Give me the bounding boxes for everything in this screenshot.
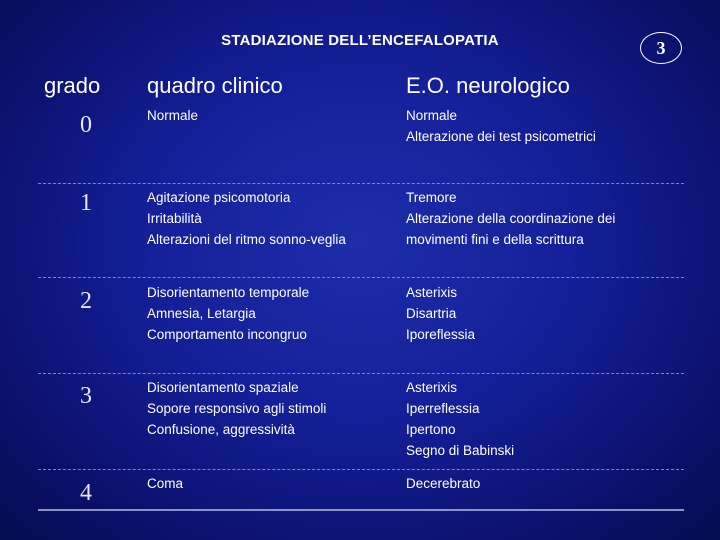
neuro-line: Decerebrato [406, 476, 481, 491]
clinical-line: Agitazione psicomotoria [147, 190, 291, 205]
neuro-cell-1 [406, 187, 676, 250]
clinical-cell-3 [147, 377, 397, 440]
neuro-cell-2 [406, 282, 676, 345]
clinical-line: Comportamento incongruo [147, 327, 307, 342]
neuro-line: Tremore [406, 190, 457, 205]
neuro-line: Iporeflessia [406, 327, 476, 342]
table-bottom-rule [38, 509, 684, 511]
neuro-line: Disartria [406, 306, 457, 321]
clinical-line: Coma [147, 476, 184, 491]
neuro-cell-0 [406, 105, 676, 147]
neuro-line: Iperreflessia [406, 401, 480, 416]
row-divider [38, 277, 684, 278]
clinical-line: Alterazioni del ritmo sonno-veglia [147, 232, 346, 247]
clinical-cell-0 [147, 105, 397, 126]
neuro-line: Ipertono [406, 422, 456, 437]
neuro-line: Alterazione dei test psicometrici [406, 129, 596, 144]
neuro-line: Normale [406, 108, 458, 123]
clinical-line: Disorientamento spaziale [147, 380, 299, 395]
row-divider [38, 373, 684, 374]
clinical-cell-4 [147, 473, 397, 494]
header-quadro-clinico: quadro clinico [147, 73, 283, 98]
header-eo-neurologico: E.O. neurologico [406, 73, 570, 98]
neuro-line: movimenti fini e della scrittura [406, 232, 584, 247]
grade-3: 3 [80, 383, 92, 409]
clinical-line: Disorientamento temporale [147, 285, 310, 300]
row-divider [38, 469, 684, 470]
neuro-cell-4 [406, 473, 676, 494]
clinical-line: Amnesia, Letargia [147, 306, 256, 321]
header-grado: grado [44, 73, 101, 98]
grade-2: 2 [80, 288, 92, 314]
slide-title: STADIAZIONE DELL’ENCEFALOPATIA [221, 32, 499, 49]
clinical-line: Confusione, aggressività [147, 422, 295, 437]
clinical-line: Normale [147, 108, 199, 123]
grade-0: 0 [80, 112, 92, 138]
neuro-line: Asterixis [406, 380, 458, 395]
grade-4: 4 [80, 480, 92, 506]
clinical-cell-2 [147, 282, 397, 345]
row-divider [38, 183, 684, 184]
clinical-cell-1 [147, 187, 397, 250]
grade-1: 1 [80, 190, 92, 216]
neuro-cell-3 [406, 377, 676, 461]
neuro-line: Alterazione della coordinazione dei [406, 211, 616, 226]
clinical-line: Sopore responsivo agli stimoli [147, 401, 327, 416]
neuro-line: Segno di Babinski [406, 443, 515, 458]
page-number-badge: 3 [640, 32, 682, 64]
clinical-line: Irritabilità [147, 211, 202, 226]
neuro-line: Asterixis [406, 285, 458, 300]
